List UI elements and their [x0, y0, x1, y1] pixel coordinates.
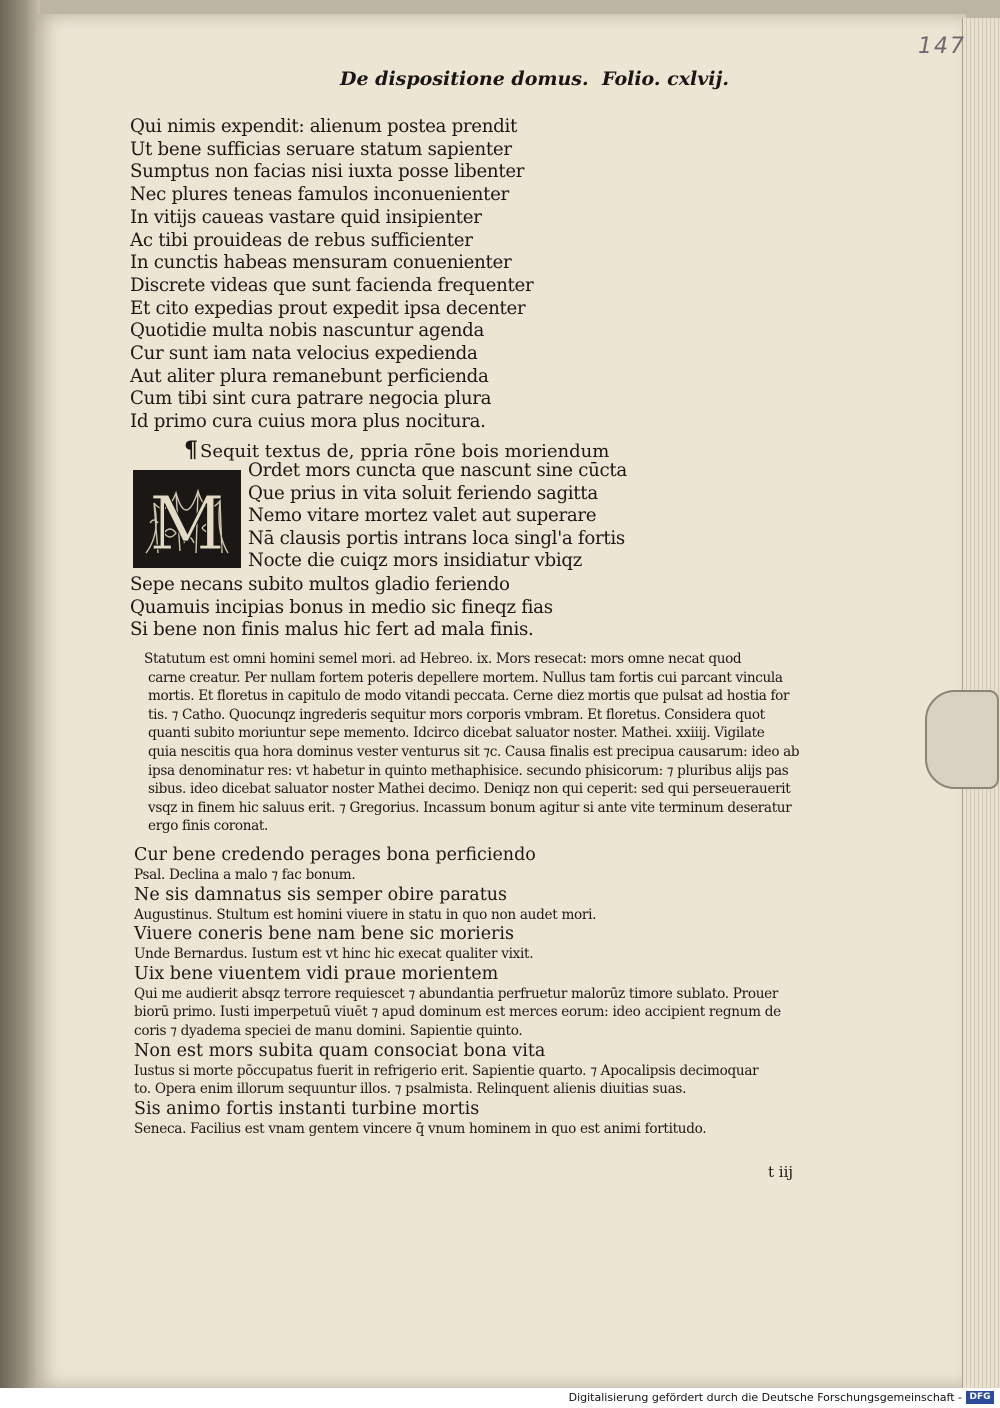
lower-section [134, 845, 781, 1138]
commentary-line: Augustinus. Stultum est homini viuere in statu in quo non audet mori. [134, 906, 597, 923]
verse-line: Ne sis damnatus sis semper obire paratus [134, 884, 508, 905]
verse-line: Si bene non finis malus hic fert ad mala finis. [130, 619, 534, 641]
verse-line: Ordet mors cuncta que nascunt sine cūcta [248, 460, 627, 481]
commentary-line: Psal. Declina a malo ⁊ fac bonum. [134, 867, 356, 883]
verse-line: Viuere coneris bene nam bene sic morieris [134, 924, 515, 945]
pilcrow-icon: ¶ [184, 437, 198, 463]
running-head-title: De dispositione domus. [340, 68, 589, 90]
verse-line: Cur sunt iam nata velocius expedienda [130, 343, 478, 365]
commentary-line: tis. ⁊ Catho. Quocunqz ingrederis sequitur mors corporis vmbram. Et floretus. Considera quot [148, 706, 765, 723]
verse-line: Ut bene sufficias seruare statum sapienter [130, 138, 512, 160]
verse-line: Id primo cura cuius mora plus nocitura. [130, 411, 486, 433]
verse-line: Qui nimis expendit: alienum postea prendit [130, 116, 518, 137]
verse-line: Cur bene credendo perages bona perficiendo [134, 845, 536, 865]
verse-line: Nocte die cuiqz mors insidiatur vbiqz [248, 550, 582, 572]
verse-line: Uix bene viuentem vidi praue morientem [134, 963, 499, 984]
verse-line: Et cito expedias prout expedit ipsa decenter [130, 297, 526, 319]
verse-line: Quotidie multa nobis nascuntur agenda [130, 320, 485, 342]
verse-line: Sepe necans subito multos gladio feriendo [130, 574, 510, 595]
commentary-line: ipsa denominatur res: vt habetur in quinto methaphisice. secundo phisicorum: ⁊ pluribus alijs pas [148, 762, 789, 779]
verse-line: Non est mors subita quam consociat bona vita [134, 1040, 546, 1061]
commentary-line: Iustus si morte pōccupatus fuerit in refrigerio erit. Sapientie quarto. ⁊ Apocalipsis decimoquar [134, 1062, 759, 1079]
decorated-initial-icon [136, 473, 238, 565]
pencil-folio-number: 147 [918, 34, 966, 59]
verse-line: Cum tibi sint cura patrare negocia plura [130, 388, 492, 410]
commentary-line: biorū primo. Iusti imperpetuū viuēt ⁊ apud dominum est merces eorum: ideo accipient regnum de [134, 1004, 781, 1021]
verse-line: Sumptus non facias nisi iuxta posse libenter [130, 161, 525, 183]
footer-text: Digitalisierung gefördert durch die Deutsche Forschungsgemeinschaft - [568, 1391, 962, 1404]
commentary-line: coris ⁊ dyadema speciei de manu domini. Sapientie quinto. [134, 1022, 523, 1039]
commentary-line: vsqz in finem hic saluus erit. ⁊ Gregorius. Incassum bonum agitur si ante vite terminum deseratur [148, 799, 792, 816]
verse-block-2-beside-initial [248, 460, 627, 573]
dfg-logo: DFG [966, 1391, 994, 1404]
commentary-line: to. Opera enim illorum sequuntur illos. ⁊ psalmista. Relinquent alienis diuitias suas. [134, 1081, 687, 1098]
verse-line: Sis animo fortis instanti turbine mortis [134, 1098, 480, 1119]
commentary-line: quia nescitis qua hora dominus vester venturus sit ⁊c. Causa finalis est precipua causarum: ideo ab [148, 743, 800, 760]
commentary-line: Seneca. Facilius est vnam gentem vincere q̄ vnum hominem in quo est animi fortitudo. [134, 1120, 707, 1137]
verse-block-2-below [130, 574, 553, 642]
commentary-line: ergo finis coronat. [148, 818, 269, 835]
commentary-line: carne creatur. Per nullam fortem poteris depellere mortem. Nullus tam fortis cui parcant vincula [148, 669, 783, 686]
verse-line: Quamuis incipias bonus in medio sic fineqz fias [130, 596, 553, 618]
verse-line: Aut aliter plura remanebunt perficienda [130, 365, 489, 387]
verse-block-1 [130, 116, 533, 434]
svg-text:M: M [149, 481, 225, 565]
verse-line: Nemo vitare mortez valet aut superare [248, 505, 597, 527]
commentary-line: sibus. ideo dicebat saluator noster Mathei decimo. Deniqz non qui ceperit: sed qui perseuerauerit [148, 781, 791, 798]
verse-line: Ac tibi prouideas de rebus sufficienter [130, 229, 473, 251]
commentary-1 [144, 650, 818, 836]
commentary-line: quanti subito moriuntur sepe memento. Idcirco dicebat saluator noster. Mathei. xxiiij. Vigilate [148, 725, 765, 742]
commentary-line: mortis. Et floretus in capitulo de modo vitandi peccata. Cerne diez mortis que pulsat ad hostia for [148, 688, 790, 705]
verse-line: Nec plures teneas famulos inconuenienter [130, 184, 509, 206]
verse-line: Que prius in vita soluit feriendo sagitta [248, 482, 598, 504]
verse-line: Nā clausis portis intrans loca singl'a fortis [248, 527, 625, 549]
running-head-folio: Folio. cxlvij. [602, 68, 729, 90]
commentary-line: Qui me audierit absqz terrore requiescet ⁊ abundantia perfruetur malorūz timore sublato. Prouer [134, 985, 779, 1002]
binding-shadow [0, 0, 40, 1388]
decorated-initial [133, 470, 241, 568]
footer-bar [0, 1388, 1000, 1408]
verse-line: In vitijs caueas vastare quid insipienter [130, 206, 482, 228]
commentary-line: Unde Bernardus. Iustum est vt hinc hic execat qualiter vixit. [134, 946, 534, 963]
section-heading-text: Sequit textus de, ppria rōne bois moriendum [200, 441, 610, 462]
signature-mark: t iij [768, 1163, 794, 1181]
page-clip [925, 690, 999, 789]
verse-line: Discrete videas que sunt facienda frequenter [130, 274, 534, 296]
commentary-line: Statutum est omni homini semel mori. ad Hebreo. ix. Mors resecat: mors omne necat quod [144, 651, 742, 667]
running-head [340, 68, 729, 90]
verse-line: In cunctis habeas mensuram conuenienter [130, 252, 512, 274]
